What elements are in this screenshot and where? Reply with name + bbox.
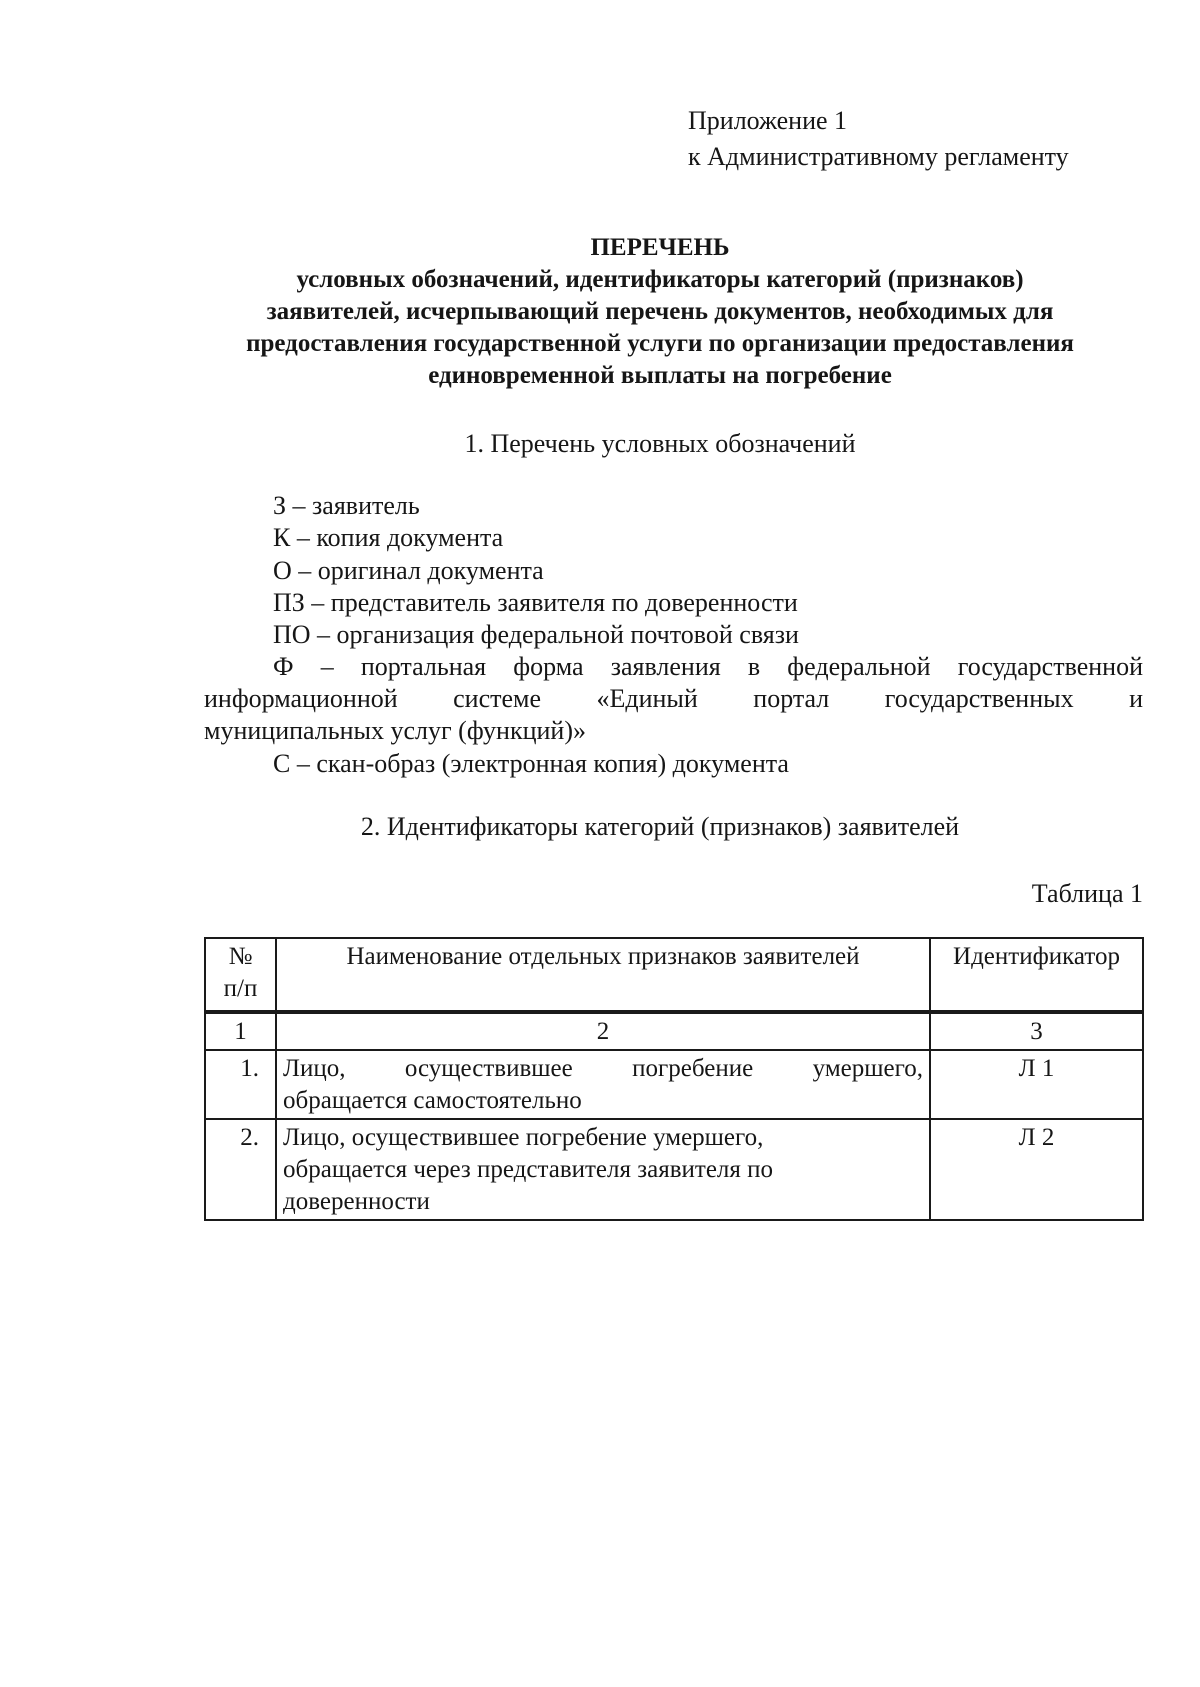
column-number-2: 2	[277, 1012, 931, 1051]
legend-item-k: К – копия документа	[273, 523, 504, 552]
legend-item-f-line-3: муниципальных услуг (функций)»	[204, 716, 586, 745]
table-row	[206, 1051, 1144, 1120]
legend-item-po: ПО – организация федеральной почтовой связи	[273, 620, 799, 649]
appendix-caption	[688, 103, 1069, 175]
section-2-heading: 2. Идентификаторы категорий (признаков) заявителей	[360, 812, 960, 841]
row-1-name-line-2: обращается самостоятельно	[283, 1087, 582, 1114]
row-2-name-line-3: доверенности	[283, 1188, 430, 1215]
appendix-line-1: Приложение 1	[688, 106, 848, 135]
title-heading: ПЕРЕЧЕНЬ	[590, 234, 730, 261]
legend-item-f-line-1: Ф – портальная форма заявления в федеральной государственной	[273, 652, 1143, 681]
row-1-num: 1.	[206, 1051, 277, 1120]
legend-item-o: О – оригинал документа	[273, 556, 544, 585]
applicant-categories-table	[204, 937, 1144, 1221]
title-line-1: условных обозначений, идентификаторы категорий (признаков)	[296, 266, 1024, 293]
table-label: Таблица 1	[1031, 879, 1143, 908]
row-2-id: Л 2	[931, 1120, 1144, 1221]
column-number-row	[206, 1012, 1144, 1051]
title-line-4: единовременной выплаты на погребение	[428, 362, 892, 389]
section-1-heading: 1. Перечень условных обозначений	[464, 429, 856, 458]
header-num	[206, 939, 277, 1012]
document-title	[160, 232, 1160, 392]
column-number-1: 1	[206, 1012, 277, 1051]
legend-item-z: З – заявитель	[273, 491, 420, 520]
row-2-name	[277, 1120, 931, 1221]
appendix-line-2: к Административному регламенту	[688, 142, 1069, 171]
row-1-id: Л 1	[931, 1051, 1144, 1120]
legend-item-f	[204, 651, 1143, 747]
column-number-3: 3	[931, 1012, 1144, 1051]
table-row	[206, 1120, 1144, 1221]
row-2-name-line-1: Лицо, осуществившее погребение умершего,	[283, 1124, 764, 1151]
title-line-3: предоставления государственной услуги по организации предоставления	[246, 330, 1074, 357]
legend-item-f-line-2: информационной системе «Единый портал государственных и	[204, 684, 1143, 713]
legend-item-pz: ПЗ – представитель заявителя по доверенности	[273, 588, 798, 617]
legend-item-s: С – скан-образ (электронная копия) документа	[273, 749, 789, 778]
header-num-text: № п/п	[223, 943, 258, 1002]
row-1-name	[277, 1051, 931, 1120]
row-1-name-line-1: Лицо, осуществившее погребение умершего,	[283, 1055, 923, 1082]
table-header-row	[206, 939, 1144, 1012]
row-2-num: 2.	[206, 1120, 277, 1221]
title-line-2: заявителей, исчерпывающий перечень документов, необходимых для	[266, 298, 1054, 325]
header-id: Идентификатор	[931, 939, 1144, 1012]
header-name: Наименование отдельных признаков заявителей	[277, 939, 931, 1012]
row-2-name-line-2: обращается через представителя заявителя по	[283, 1156, 774, 1183]
